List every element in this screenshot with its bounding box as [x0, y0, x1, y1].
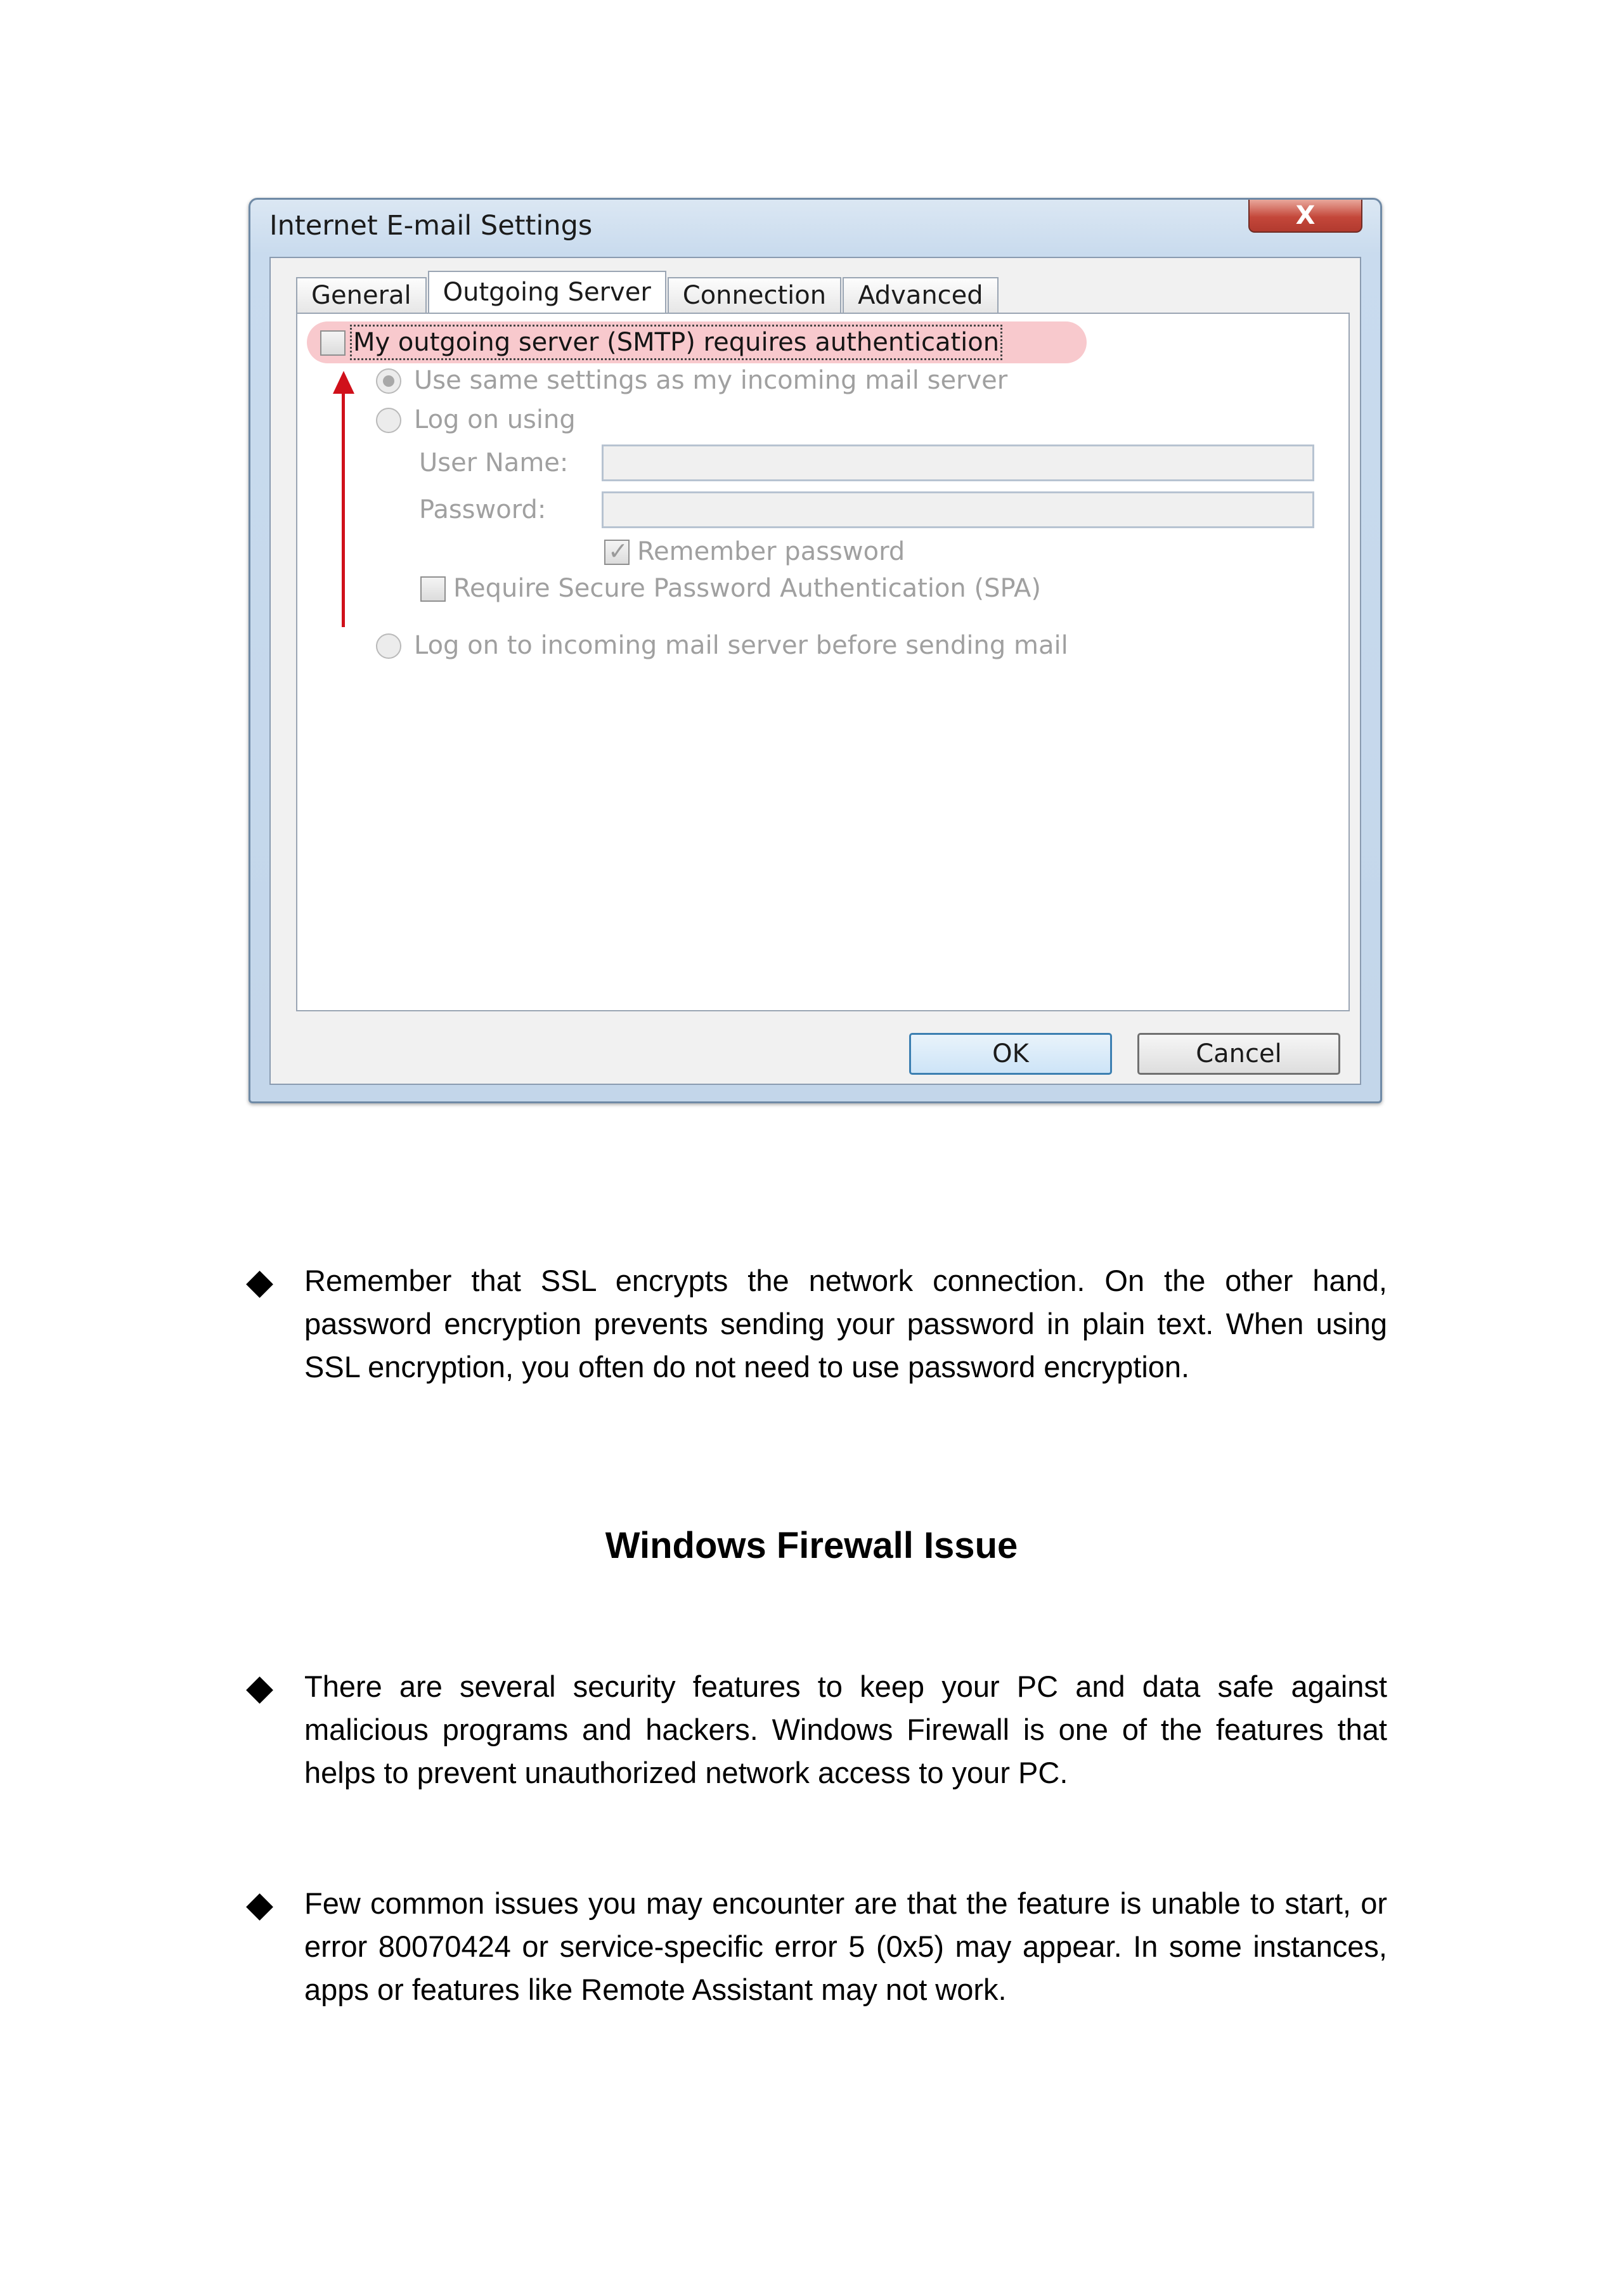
tab-outgoing-server[interactable]: Outgoing Server	[428, 271, 666, 313]
remember-password-checkbox[interactable]	[604, 540, 630, 565]
require-spa-checkbox[interactable]	[420, 576, 446, 602]
annotation-arrow-line	[342, 389, 345, 627]
internet-email-settings-dialog	[249, 198, 1382, 1103]
log-on-incoming-label: Log on to incoming mail server before sending mail	[414, 631, 1068, 660]
tab-strip	[296, 273, 1000, 313]
cancel-button[interactable]: Cancel	[1137, 1033, 1340, 1075]
tab-general[interactable]: General	[296, 277, 427, 313]
dialog-title: Internet E-mail Settings	[269, 210, 593, 242]
outgoing-server-panel	[296, 313, 1350, 1011]
tab-connection[interactable]: Connection	[668, 277, 841, 313]
log-on-using-radio[interactable]	[376, 408, 401, 433]
dialog-body	[269, 257, 1361, 1085]
bullet-icon: ◆	[246, 1261, 274, 1302]
log-on-incoming-radio[interactable]	[376, 633, 401, 659]
password-label: Password:	[419, 495, 546, 524]
paragraph-firewall: There are several security features to keep your PC and data safe against malicious programs and hackers. Windows Firewall is one of the features that helps to prevent unauthorized network access to your PC.	[304, 1670, 1387, 1789]
tab-advanced[interactable]: Advanced	[843, 277, 999, 313]
close-button[interactable]	[1248, 200, 1362, 233]
remember-password-label: Remember password	[637, 537, 905, 566]
user-name-input[interactable]	[602, 444, 1314, 481]
paragraph-ssl: Remember that SSL encrypts the network connection. On the other hand, password encryption prevents sending your password in plain text. When using SSL encryption, you often do not need to use password encryption.	[304, 1264, 1387, 1384]
smtp-auth-checkbox[interactable]	[320, 330, 346, 356]
bullet-icon: ◆	[246, 1667, 274, 1708]
log-on-using-label: Log on using	[414, 405, 576, 434]
bullet-icon: ◆	[246, 1884, 274, 1925]
same-settings-radio[interactable]	[376, 368, 401, 394]
paragraph-common-issues: Few common issues you may encounter are that the feature is unable to start, or error 80070424 or service-specific error 5 (0x5) may appear. In some instances, apps or features like Remote Assistant may not work.	[304, 1886, 1387, 2006]
section-heading: Windows Firewall Issue	[605, 1525, 1018, 1566]
password-input[interactable]	[602, 491, 1314, 528]
user-name-label: User Name:	[419, 448, 569, 477]
close-icon: X	[1295, 201, 1316, 230]
require-spa-label: Require Secure Password Authentication (SPA)	[453, 574, 1042, 603]
same-settings-label: Use same settings as my incoming mail server	[414, 366, 1008, 395]
smtp-auth-label[interactable]: My outgoing server (SMTP) requires authentication	[353, 328, 1000, 357]
ok-button[interactable]: OK	[909, 1033, 1112, 1075]
